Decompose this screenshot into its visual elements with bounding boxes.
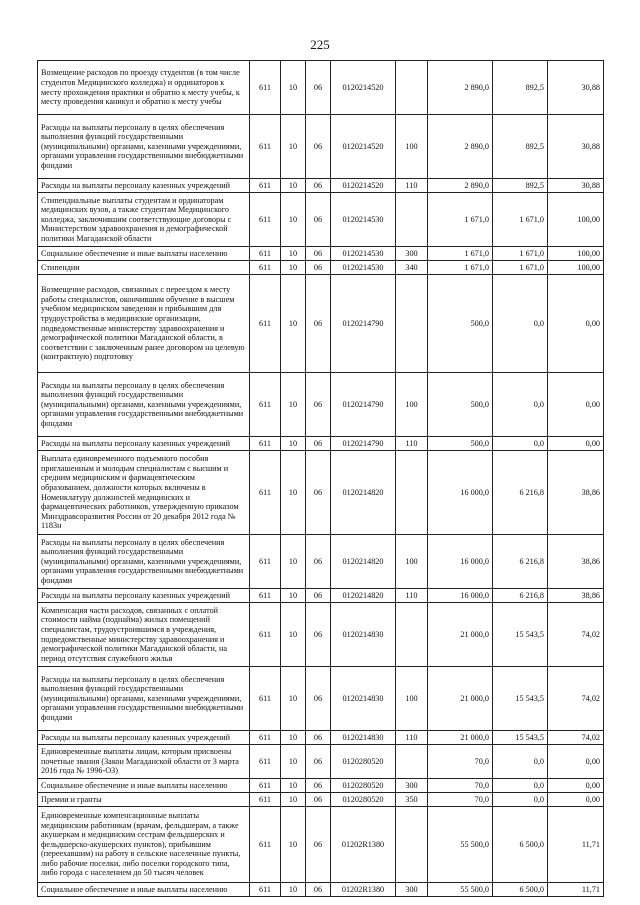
cell-subsection: 06 xyxy=(306,731,331,745)
cell-executed: 6 216,8 xyxy=(493,589,548,603)
cell-ministry: 611 xyxy=(250,745,281,779)
cell-section: 10 xyxy=(281,535,306,589)
cell-percent: 38,86 xyxy=(548,451,604,535)
cell-subsection: 06 xyxy=(306,275,331,373)
cell-section: 10 xyxy=(281,115,306,179)
cell-name: Расходы на выплаты персоналу казенных учреждений xyxy=(38,589,250,603)
cell-name: Расходы на выплаты персоналу казенных учреждений xyxy=(38,731,250,745)
cell-executed: 15 543,5 xyxy=(493,731,548,745)
cell-subsection: 06 xyxy=(306,883,331,897)
cell-expense-type: 350 xyxy=(396,793,428,807)
table-body xyxy=(38,61,604,897)
cell-target-article: 0120214820 xyxy=(331,589,396,603)
cell-name: Возмещение расходов, связанных с переездом к месту работы специалистов, окончившим обучение в высшем учебном медицинском заведении и прибывшим для трудоустройства в медицинские организации, подведомственные министерству здравоохранения и демографической политики Магаданской области, в соответствии с заключенным ранее договором на целевую (контрактную) подготовку xyxy=(38,275,250,373)
cell-target-article: 0120280520 xyxy=(331,793,396,807)
cell-percent: 0,00 xyxy=(548,437,604,451)
table-row xyxy=(38,115,604,179)
cell-section: 10 xyxy=(281,179,306,193)
cell-expense-type: 110 xyxy=(396,589,428,603)
cell-expense-type: 100 xyxy=(396,373,428,437)
cell-planned: 2 890,0 xyxy=(428,179,493,193)
cell-expense-type: 110 xyxy=(396,437,428,451)
cell-expense-type: 100 xyxy=(396,115,428,179)
cell-name: Премии и гранты xyxy=(38,793,250,807)
cell-subsection: 06 xyxy=(306,603,331,667)
cell-percent: 0,00 xyxy=(548,779,604,793)
table-row xyxy=(38,807,604,883)
table-row xyxy=(38,589,604,603)
cell-target-article: 0120214790 xyxy=(331,275,396,373)
cell-ministry: 611 xyxy=(250,115,281,179)
cell-ministry: 611 xyxy=(250,667,281,731)
cell-target-article: 0120280520 xyxy=(331,745,396,779)
budget-table xyxy=(37,60,604,897)
table-row xyxy=(38,745,604,779)
cell-percent: 74,02 xyxy=(548,603,604,667)
cell-executed: 1 671,0 xyxy=(493,261,548,275)
cell-planned: 16 000,0 xyxy=(428,535,493,589)
cell-ministry: 611 xyxy=(250,193,281,247)
cell-planned: 16 000,0 xyxy=(428,589,493,603)
cell-target-article: 0120214790 xyxy=(331,373,396,437)
cell-percent: 11,71 xyxy=(548,807,604,883)
table-row xyxy=(38,437,604,451)
cell-planned: 70,0 xyxy=(428,793,493,807)
cell-name: Компенсация части расходов, связанных с оплатой стоимости найма (поднайма) жилых помещений специалистам, трудоустроившимся в учреждения, подведомственные министерству здравоохранения и демографической политики Магаданской области, на период отсутствия служебного жилья xyxy=(38,603,250,667)
cell-executed: 892,5 xyxy=(493,115,548,179)
cell-executed: 1 671,0 xyxy=(493,193,548,247)
cell-expense-type xyxy=(396,193,428,247)
cell-percent: 100,00 xyxy=(548,193,604,247)
cell-expense-type: 100 xyxy=(396,667,428,731)
cell-executed: 0,0 xyxy=(493,275,548,373)
cell-planned: 16 000,0 xyxy=(428,451,493,535)
table-row xyxy=(38,779,604,793)
cell-planned: 21 000,0 xyxy=(428,731,493,745)
cell-planned: 70,0 xyxy=(428,745,493,779)
page-number: 225 xyxy=(310,37,330,52)
cell-percent: 74,02 xyxy=(548,731,604,745)
cell-subsection: 06 xyxy=(306,451,331,535)
cell-percent: 30,88 xyxy=(548,115,604,179)
table-row xyxy=(38,261,604,275)
cell-expense-type xyxy=(396,451,428,535)
cell-expense-type xyxy=(396,807,428,883)
cell-section: 10 xyxy=(281,193,306,247)
cell-percent: 30,88 xyxy=(548,61,604,115)
cell-name: Расходы на выплаты персоналу казенных учреждений xyxy=(38,179,250,193)
cell-planned: 2 890,0 xyxy=(428,115,493,179)
cell-target-article: 01202R1380 xyxy=(331,807,396,883)
cell-target-article: 0120214820 xyxy=(331,451,396,535)
cell-expense-type xyxy=(396,275,428,373)
cell-executed: 892,5 xyxy=(493,179,548,193)
cell-executed: 892,5 xyxy=(493,61,548,115)
cell-planned: 21 000,0 xyxy=(428,603,493,667)
cell-subsection: 06 xyxy=(306,61,331,115)
cell-planned: 55 500,0 xyxy=(428,883,493,897)
cell-subsection: 06 xyxy=(306,535,331,589)
cell-section: 10 xyxy=(281,779,306,793)
cell-ministry: 611 xyxy=(250,373,281,437)
table-row xyxy=(38,535,604,589)
cell-name: Единовременные выплаты лицам, которым присвоены почетные звания (Закон Магаданской области от 3 марта 2016 года № 1996-ОЗ) xyxy=(38,745,250,779)
cell-percent: 0,00 xyxy=(548,745,604,779)
cell-target-article: 0120214530 xyxy=(331,261,396,275)
cell-planned: 500,0 xyxy=(428,275,493,373)
cell-name: Стипендии xyxy=(38,261,250,275)
cell-percent: 0,00 xyxy=(548,373,604,437)
cell-subsection: 06 xyxy=(306,179,331,193)
table-row xyxy=(38,247,604,261)
cell-target-article: 0120214830 xyxy=(331,603,396,667)
cell-subsection: 06 xyxy=(306,667,331,731)
cell-target-article: 0120214830 xyxy=(331,667,396,731)
table-row xyxy=(38,667,604,731)
cell-expense-type xyxy=(396,603,428,667)
cell-planned: 2 890,0 xyxy=(428,61,493,115)
cell-section: 10 xyxy=(281,731,306,745)
cell-name: Расходы на выплаты персоналу в целях обеспечения выполнения функций государственными (муниципальными) органами, казенными учреждениями, органами управления государственными внебюджетными фондами xyxy=(38,535,250,589)
cell-executed: 0,0 xyxy=(493,373,548,437)
cell-section: 10 xyxy=(281,373,306,437)
table-row xyxy=(38,451,604,535)
cell-ministry: 611 xyxy=(250,275,281,373)
cell-executed: 15 543,5 xyxy=(493,603,548,667)
cell-ministry: 611 xyxy=(250,731,281,745)
cell-name: Социальное обеспечение и иные выплаты населению xyxy=(38,779,250,793)
cell-section: 10 xyxy=(281,793,306,807)
cell-percent: 0,00 xyxy=(548,793,604,807)
cell-section: 10 xyxy=(281,667,306,731)
cell-expense-type: 340 xyxy=(396,261,428,275)
cell-ministry: 611 xyxy=(250,807,281,883)
cell-planned: 21 000,0 xyxy=(428,667,493,731)
cell-target-article: 0120214520 xyxy=(331,61,396,115)
cell-target-article: 01202R1380 xyxy=(331,883,396,897)
cell-section: 10 xyxy=(281,883,306,897)
cell-executed: 15 543,5 xyxy=(493,667,548,731)
cell-section: 10 xyxy=(281,451,306,535)
cell-name: Социальное обеспечение и иные выплаты населению xyxy=(38,883,250,897)
table-row xyxy=(38,179,604,193)
cell-executed: 0,0 xyxy=(493,779,548,793)
cell-target-article: 0120214520 xyxy=(331,179,396,193)
cell-name: Расходы на выплаты персоналу в целях обеспечения выполнения функций государственными (муниципальными) органами, казенными учреждениями, органами управления государственными внебюджетными фондами xyxy=(38,667,250,731)
cell-ministry: 611 xyxy=(250,437,281,451)
cell-percent: 100,00 xyxy=(548,261,604,275)
cell-name: Возмещение расходов по проезду студентов (в том числе студентов Медицинского колледжа) и ординаторов к месту прохождения практики и обратно к месту учебы, к месту проведения каникул и обратно к месту учебы xyxy=(38,61,250,115)
cell-name: Стипендиальные выплаты студентам и ординаторам медицинских вузов, а также студентам Медицинского колледжа, заключившим соответствующие договоры с Министерством здравоохранения и демографической политики Магаданской области xyxy=(38,193,250,247)
cell-ministry: 611 xyxy=(250,61,281,115)
cell-percent: 74,02 xyxy=(548,667,604,731)
cell-section: 10 xyxy=(281,603,306,667)
cell-target-article: 0120280520 xyxy=(331,779,396,793)
cell-subsection: 06 xyxy=(306,115,331,179)
cell-ministry: 611 xyxy=(250,535,281,589)
cell-percent: 0,00 xyxy=(548,275,604,373)
cell-expense-type xyxy=(396,61,428,115)
table-row xyxy=(38,603,604,667)
cell-section: 10 xyxy=(281,589,306,603)
cell-subsection: 06 xyxy=(306,193,331,247)
cell-planned: 1 671,0 xyxy=(428,261,493,275)
cell-executed: 0,0 xyxy=(493,745,548,779)
cell-percent: 100,00 xyxy=(548,247,604,261)
cell-subsection: 06 xyxy=(306,373,331,437)
cell-ministry: 611 xyxy=(250,779,281,793)
cell-target-article: 0120214520 xyxy=(331,115,396,179)
cell-ministry: 611 xyxy=(250,603,281,667)
cell-ministry: 611 xyxy=(250,261,281,275)
cell-ministry: 611 xyxy=(250,883,281,897)
cell-subsection: 06 xyxy=(306,247,331,261)
cell-section: 10 xyxy=(281,437,306,451)
cell-percent: 38,86 xyxy=(548,589,604,603)
cell-subsection: 06 xyxy=(306,793,331,807)
cell-executed: 0,0 xyxy=(493,793,548,807)
cell-planned: 1 671,0 xyxy=(428,193,493,247)
cell-executed: 1 671,0 xyxy=(493,247,548,261)
cell-section: 10 xyxy=(281,61,306,115)
table-row xyxy=(38,883,604,897)
cell-target-article: 0120214830 xyxy=(331,731,396,745)
cell-planned: 55 500,0 xyxy=(428,807,493,883)
cell-target-article: 0120214530 xyxy=(331,247,396,261)
cell-name: Социальное обеспечение и иные выплаты населению xyxy=(38,247,250,261)
cell-name: Расходы на выплаты персоналу казенных учреждений xyxy=(38,437,250,451)
cell-executed: 6 216,8 xyxy=(493,451,548,535)
cell-expense-type: 110 xyxy=(396,179,428,193)
table-row xyxy=(38,373,604,437)
cell-subsection: 06 xyxy=(306,807,331,883)
cell-subsection: 06 xyxy=(306,437,331,451)
cell-executed: 6 500,0 xyxy=(493,807,548,883)
cell-expense-type: 100 xyxy=(396,535,428,589)
cell-ministry: 611 xyxy=(250,451,281,535)
cell-ministry: 611 xyxy=(250,247,281,261)
cell-ministry: 611 xyxy=(250,793,281,807)
cell-executed: 6 500,0 xyxy=(493,883,548,897)
cell-percent: 30,88 xyxy=(548,179,604,193)
cell-planned: 500,0 xyxy=(428,437,493,451)
cell-expense-type: 110 xyxy=(396,731,428,745)
cell-expense-type xyxy=(396,745,428,779)
cell-section: 10 xyxy=(281,745,306,779)
cell-section: 10 xyxy=(281,247,306,261)
cell-name: Выплата единовременного подъемного пособия приглашенным и молодым специалистам с высшим и средним медицинским и фармацевтическим образованием, должности которых включены в Номенклатуру должностей медицинских и фармацевтических работников, утвержденную приказом Минздравсоразвития России от 20 декабря 2012 года № 1183н xyxy=(38,451,250,535)
cell-executed: 0,0 xyxy=(493,437,548,451)
cell-percent: 11,71 xyxy=(548,883,604,897)
cell-name: Расходы на выплаты персоналу в целях обеспечения выполнения функций государственными (муниципальными) органами, казенными учреждениями, органами управления государственными внебюджетными фондами xyxy=(38,373,250,437)
cell-planned: 500,0 xyxy=(428,373,493,437)
cell-subsection: 06 xyxy=(306,779,331,793)
cell-section: 10 xyxy=(281,275,306,373)
cell-ministry: 611 xyxy=(250,589,281,603)
cell-target-article: 0120214820 xyxy=(331,535,396,589)
cell-name: Единовременные компенсационные выплаты медицинским работникам (врачам, фельдшерам, а также акушеркам и медицинским сестрам фельдшерских и фельдшерско-акушерских пунктов), прибывшим (переехавшим) на работу в сельские населенные пункты, либо рабочие поселки, либо поселки городского типа, либо города с населением до 50 тысяч человек xyxy=(38,807,250,883)
cell-executed: 6 216,8 xyxy=(493,535,548,589)
cell-target-article: 0120214790 xyxy=(331,437,396,451)
cell-section: 10 xyxy=(281,807,306,883)
table-row xyxy=(38,61,604,115)
cell-target-article: 0120214530 xyxy=(331,193,396,247)
cell-expense-type: 300 xyxy=(396,247,428,261)
cell-planned: 70,0 xyxy=(428,779,493,793)
cell-percent: 38,86 xyxy=(548,535,604,589)
table-row xyxy=(38,275,604,373)
cell-section: 10 xyxy=(281,261,306,275)
cell-ministry: 611 xyxy=(250,179,281,193)
table-row xyxy=(38,193,604,247)
table-row xyxy=(38,731,604,745)
table-row xyxy=(38,793,604,807)
cell-planned: 1 671,0 xyxy=(428,247,493,261)
cell-subsection: 06 xyxy=(306,589,331,603)
cell-expense-type: 300 xyxy=(396,779,428,793)
cell-expense-type: 300 xyxy=(396,883,428,897)
cell-name: Расходы на выплаты персоналу в целях обеспечения выполнения функций государственными (муниципальными) органами, казенными учреждениями, органами управления государственными внебюджетными фондами xyxy=(38,115,250,179)
cell-subsection: 06 xyxy=(306,745,331,779)
cell-subsection: 06 xyxy=(306,261,331,275)
